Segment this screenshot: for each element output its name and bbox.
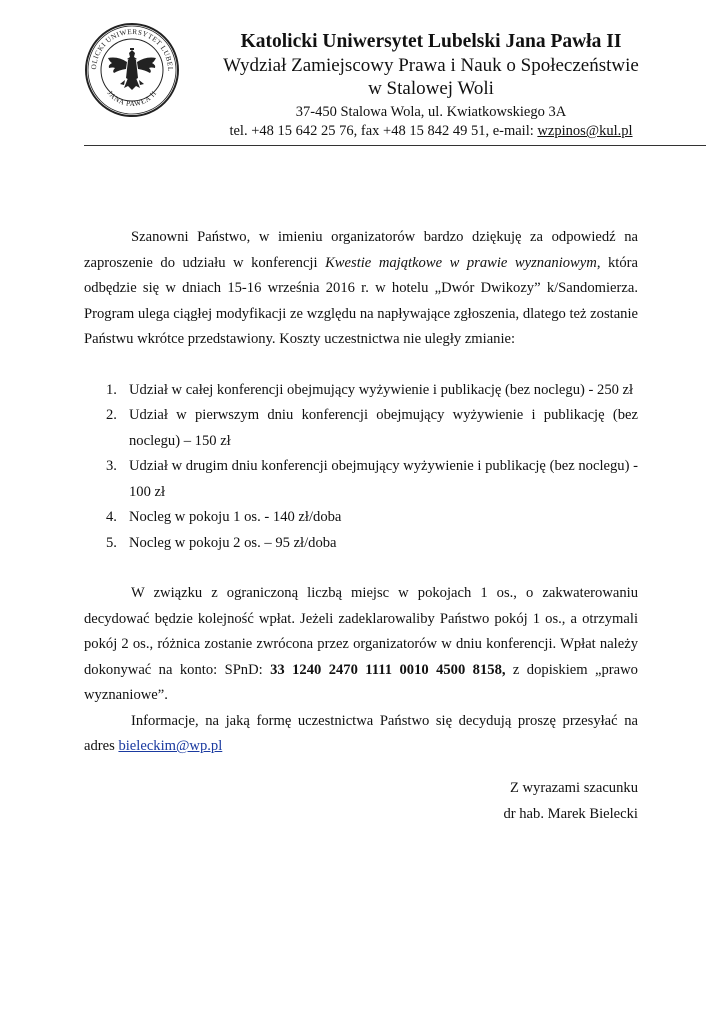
fee-text: Udział w drugim dniu konferencji obejmujący wyżywienie i publikację (bez noclegu) - 100 zł bbox=[129, 458, 638, 500]
fee-item bbox=[84, 454, 638, 505]
svg-text:JANA PAWŁA II: JANA PAWŁA II bbox=[105, 89, 159, 109]
fee-item bbox=[84, 531, 638, 557]
faculty-email-link[interactable]: wzpinos@kul.pl bbox=[537, 123, 633, 139]
payment-text: W związku z ograniczoną liczbą miejsc w pokojach 1 os., o zakwaterowaniu decydować będzie kolejność wpłat. Jeżeli zadeklarowaliby Państwo pokój 1 os., a otrzymali pokój 2 os., różnica zostanie zwrócona przez organizatorów w dniu konferencji. Wpłat należy dokonywać na konto: SPnD: bbox=[84, 585, 638, 678]
contact-email-link[interactable]: bieleckim@wp.pl bbox=[118, 738, 223, 754]
fee-item bbox=[84, 505, 638, 531]
contact-text: Informacje, na jaką formę uczestnictwa Państwo się decydują proszę przesyłać na adres bbox=[84, 712, 638, 754]
letter-body bbox=[84, 225, 638, 760]
conference-title: Kwestie majątkowe w prawie wyznaniowym bbox=[325, 254, 597, 271]
fee-text: Nocleg w pokoju 2 os. – 95 zł/doba bbox=[129, 534, 337, 551]
fee-item bbox=[84, 403, 638, 454]
intro-paragraph bbox=[84, 225, 638, 353]
contact-phones: tel. +48 15 642 25 76, fax +48 15 842 49 51, e-mail: bbox=[229, 123, 538, 139]
contact-line bbox=[188, 122, 674, 141]
closing: Z wyrazami szacunku bbox=[509, 780, 638, 796]
signatory-name: dr hab. Marek Bielecki bbox=[503, 806, 638, 822]
header-divider bbox=[84, 145, 706, 146]
fee-text: Nocleg w pokoju 1 os. - 140 zł/doba bbox=[129, 509, 342, 525]
svg-text:KATOLICKI UNIWERSYTET LUBELSKI: OLICKI UNIWERSYTET LUBEL bbox=[89, 27, 175, 72]
bank-account-number: 33 1240 2470 1111 0010 4500 8158, bbox=[270, 661, 506, 678]
payment-paragraph bbox=[84, 581, 638, 709]
university-seal-logo bbox=[84, 22, 180, 118]
intro-text: Szanowni Państwo, w imieniu organizatorów bardzo dziękuję za odpowiedź na zaproszenie do udziału w konferencji bbox=[84, 229, 638, 271]
faculty-name-line1: Wydział Zamiejscowy Prawa i Nauk o Społeczeństwie bbox=[223, 55, 639, 76]
address: 37-450 Stalowa Wola, ul. Kwiatkowskiego 3A bbox=[295, 104, 567, 120]
fee-number: 5. bbox=[106, 534, 117, 551]
fee-number: 3. bbox=[106, 458, 117, 474]
fee-list bbox=[84, 378, 638, 557]
fee-text: Udział w pierwszym dniu konferencji obejmujący wyżywienie i publikację (bez noclegu) – 150 zł bbox=[129, 407, 638, 449]
faculty-name-line2: w Stalowej Woli bbox=[368, 78, 494, 99]
signature-block bbox=[503, 775, 638, 827]
university-name: Katolicki Uniwersytet Lubelski Jana Pawła II bbox=[240, 31, 622, 52]
fee-number: 2. bbox=[106, 407, 117, 423]
payment-note: z dopiskiem „prawo wyznaniowe”. bbox=[84, 661, 638, 703]
fee-number: 4. bbox=[106, 509, 117, 525]
fee-text: Udział w całej konferencji obejmujący wyżywienie i publikację (bez noclegu) - 250 zł bbox=[129, 381, 634, 398]
letterhead bbox=[188, 30, 674, 141]
contact-paragraph bbox=[84, 709, 638, 760]
intro-text-cont: , która odbędzie się w dniach 15-16 września 2016 r. w hotelu „Dwór Dwikozy” k/Sandomierza. Program ulega ciągłej modyfikacji ze względu na napływające zgłoszenia, dlatego też zostanie Państwu wkrótce przedstawiony. Koszty uczestnictwa nie uległy zmianie: bbox=[84, 254, 638, 347]
fee-item bbox=[84, 378, 638, 404]
fee-number: 1. bbox=[106, 381, 117, 398]
